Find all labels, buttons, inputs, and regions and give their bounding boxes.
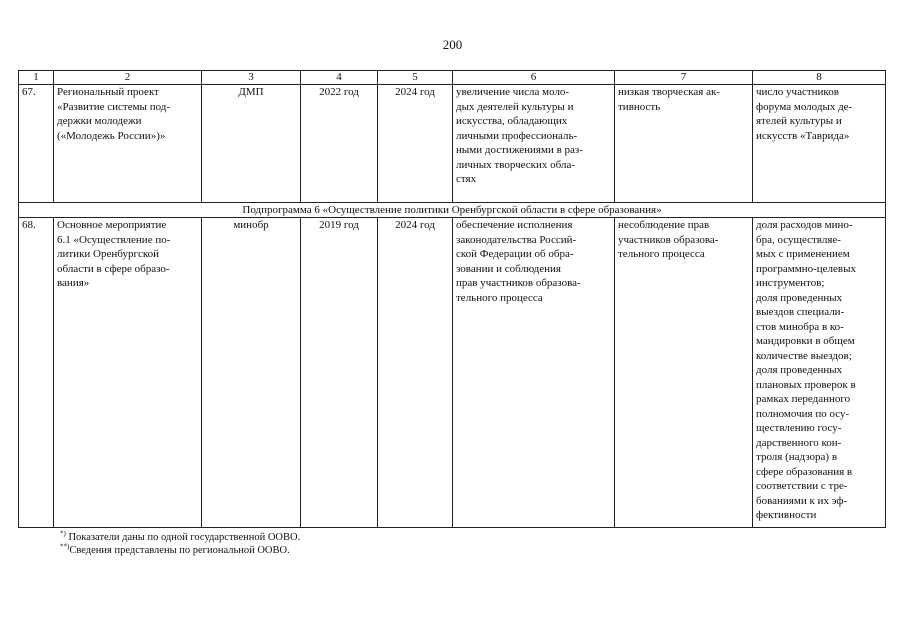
column-number: 1	[19, 71, 54, 85]
footnote	[60, 544, 300, 557]
executor: минобр	[202, 218, 301, 528]
column-number: 4	[301, 71, 378, 85]
executor: ДМП	[202, 85, 301, 203]
column-number: 2	[54, 71, 202, 85]
footnote-mark: *)	[60, 529, 66, 538]
end-year: 2024 год	[378, 85, 453, 203]
expected-result: увеличение числа моло- дых деятелей культуры и искусства, обладающих личными профессиональ- ными достижениями в раз- личных творческих обла- стях	[453, 85, 615, 203]
footnote-text: Показатели даны по одной государственной ООВО.	[65, 532, 301, 543]
consequence: низкая творческая ак- тивность	[615, 85, 753, 203]
footnote-text: Сведения представлены по региональной ООВО.	[69, 545, 290, 556]
start-year: 2022 год	[301, 85, 378, 203]
end-year: 2024 год	[378, 218, 453, 528]
measure-name: Региональный проект «Развитие системы под- держки молодежи («Молодежь России»)»	[54, 85, 202, 203]
footnote	[60, 531, 300, 544]
indicator: доля расходов мино- бра, осуществляе- мых с применением программно-целевых инструментов; доля проведенных выездов специали- стов минобра в ко- мандировки в общем количестве выездов; доля проведенных плановых проверок в рамках переданного полномочия по осу- ществлению госу- дарственного кон- троля (надзора) в сфере образования в соответствии с тре- бованиями к их эф- фективности	[753, 218, 886, 528]
table-row	[19, 218, 886, 528]
measure-name: Основное мероприятие 6.1 «Осуществление по- литики Оренбургской области в сфере образо- вания»	[54, 218, 202, 528]
subprogram-title: Подпрограмма 6 «Осуществление политики Оренбургской области в сфере образования»	[19, 203, 886, 218]
indicator: число участников форума молодых де- ятелей культуры и искусств «Таврида»	[753, 85, 886, 203]
column-number: 8	[753, 71, 886, 85]
row-number: 68.	[19, 218, 54, 528]
column-number-row	[19, 71, 886, 85]
column-number: 3	[202, 71, 301, 85]
footnote-mark: **)	[60, 542, 70, 551]
column-number: 6	[453, 71, 615, 85]
footnotes	[60, 531, 300, 557]
page-number: 200	[442, 37, 463, 52]
subprogram-row	[19, 203, 886, 218]
consequence: несоблюдение прав участников образова- тельного процесса	[615, 218, 753, 528]
expected-result: обеспечение исполнения законодательства Россий- ской Федерации об обра- зовании и соблюдения прав участников образова- тельного процесса	[453, 218, 615, 528]
document-table	[18, 70, 886, 528]
table-row	[19, 85, 886, 203]
column-number: 5	[378, 71, 453, 85]
row-number: 67.	[19, 85, 54, 203]
start-year: 2019 год	[301, 218, 378, 528]
column-number: 7	[615, 71, 753, 85]
